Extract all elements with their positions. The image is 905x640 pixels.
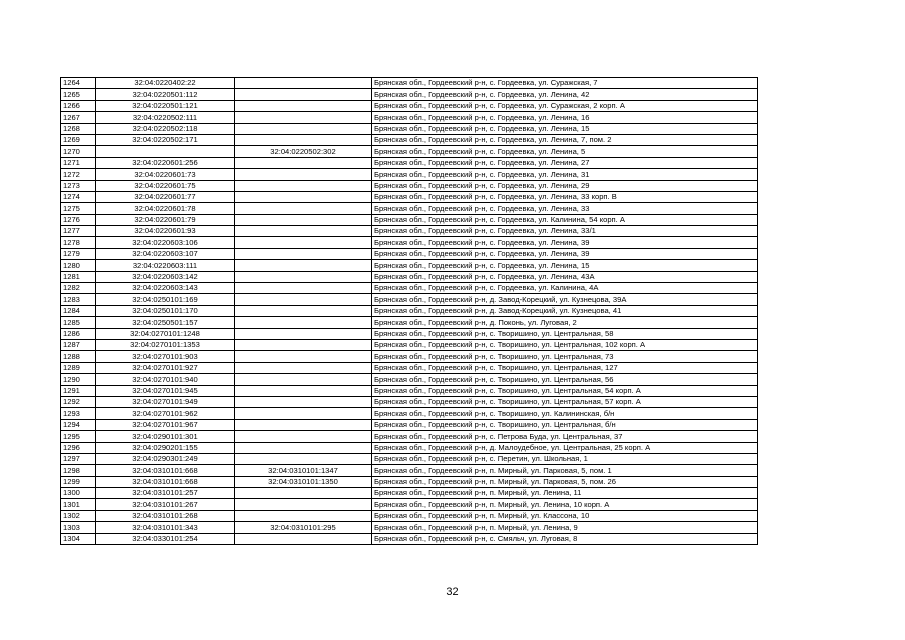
- table-row: [61, 157, 758, 168]
- table-row: [61, 476, 758, 487]
- cadastral-number-cell: 32:04:0310101:668: [96, 465, 235, 476]
- cadastral-number-cell: 32:04:0220601:73: [96, 169, 235, 180]
- cadastral-number-cell: 32:04:0220603:106: [96, 237, 235, 248]
- building-cadastral-number-cell: [235, 442, 372, 453]
- cadastral-number-cell: 32:04:0220601:77: [96, 191, 235, 202]
- address-cell: Брянская обл., Гордеевский р-н, с. Перетин, ул. Школьная, 1: [372, 453, 758, 464]
- row-number-cell: 1283: [61, 294, 96, 305]
- address-cell: Брянская обл., Гордеевский р-н, п. Мирный, ул. Ленина, 9: [372, 522, 758, 533]
- table-row: [61, 488, 758, 499]
- table-row: [61, 237, 758, 248]
- address-cell: Брянская обл., Гордеевский р-н, с. Гордеевка, ул. Ленина, 33: [372, 203, 758, 214]
- building-cadastral-number-cell: [235, 510, 372, 521]
- building-cadastral-number-cell: 32:04:0310101:1350: [235, 476, 372, 487]
- address-cell: Брянская обл., Гордеевский р-н, с. Гордеевка, ул. Ленина, 7, пом. 2: [372, 134, 758, 145]
- address-cell: Брянская обл., Гордеевский р-н, с. Гордеевка, ул. Суражская, 7: [372, 78, 758, 89]
- address-cell: Брянская обл., Гордеевский р-н, с. Гордеевка, ул. Ленина, 39: [372, 248, 758, 259]
- table-row: [61, 499, 758, 510]
- table-row: [61, 214, 758, 225]
- row-number-cell: 1267: [61, 112, 96, 123]
- property-registry-table: [60, 77, 758, 545]
- table-row: [61, 419, 758, 430]
- cadastral-number-cell: 32:04:0290201:155: [96, 442, 235, 453]
- building-cadastral-number-cell: [235, 396, 372, 407]
- building-cadastral-number-cell: [235, 123, 372, 134]
- building-cadastral-number-cell: [235, 112, 372, 123]
- row-number-cell: 1281: [61, 271, 96, 282]
- cadastral-number-cell: 32:04:0270101:940: [96, 374, 235, 385]
- cadastral-number-cell: 32:04:0270101:903: [96, 351, 235, 362]
- cadastral-number-cell: 32:04:0220601:75: [96, 180, 235, 191]
- cadastral-number-cell: 32:04:0220501:121: [96, 100, 235, 111]
- table-row: [61, 260, 758, 271]
- table-row: [61, 328, 758, 339]
- cadastral-number-cell: 32:04:0220603:111: [96, 260, 235, 271]
- building-cadastral-number-cell: [235, 157, 372, 168]
- table-row: [61, 510, 758, 521]
- row-number-cell: 1264: [61, 78, 96, 89]
- address-cell: Брянская обл., Гордеевский р-н, с. Творишино, ул. Центральная, 73: [372, 351, 758, 362]
- address-cell: Брянская обл., Гордеевский р-н, д. Малоудебное, ул. Центральная, 25 корп. А: [372, 442, 758, 453]
- cadastral-number-cell: 32:04:0310101:268: [96, 510, 235, 521]
- cadastral-number-cell: 32:04:0250501:157: [96, 317, 235, 328]
- table-row: [61, 100, 758, 111]
- row-number-cell: 1291: [61, 385, 96, 396]
- address-cell: Брянская обл., Гордеевский р-н, с. Гордеевка, ул. Ленина, 42: [372, 89, 758, 100]
- building-cadastral-number-cell: [235, 89, 372, 100]
- building-cadastral-number-cell: [235, 214, 372, 225]
- address-cell: Брянская обл., Гордеевский р-н, с. Творишино, ул. Центральная, 127: [372, 362, 758, 373]
- building-cadastral-number-cell: [235, 339, 372, 350]
- building-cadastral-number-cell: [235, 385, 372, 396]
- address-cell: Брянская обл., Гордеевский р-н, с. Творишино, ул. Центральная, б/н: [372, 419, 758, 430]
- row-number-cell: 1268: [61, 123, 96, 134]
- address-cell: Брянская обл., Гордеевский р-н, с. Гордеевка, ул. Ленина, 5: [372, 146, 758, 157]
- row-number-cell: 1295: [61, 431, 96, 442]
- table-row: [61, 362, 758, 373]
- address-cell: Брянская обл., Гордеевский р-н, с. Гордеевка, ул. Ленина, 27: [372, 157, 758, 168]
- table-row: [61, 408, 758, 419]
- address-cell: Брянская обл., Гордеевский р-н, п. Мирный, ул. Ленина, 11: [372, 488, 758, 499]
- cadastral-number-cell: 32:04:0270101:962: [96, 408, 235, 419]
- table-row: [61, 146, 758, 157]
- row-number-cell: 1272: [61, 169, 96, 180]
- table-row: [61, 305, 758, 316]
- building-cadastral-number-cell: [235, 237, 372, 248]
- address-cell: Брянская обл., Гордеевский р-н, с. Творишино, ул. Калининская, б/н: [372, 408, 758, 419]
- cadastral-number-cell: 32:04:0220502:111: [96, 112, 235, 123]
- table-row: [61, 180, 758, 191]
- address-cell: Брянская обл., Гордеевский р-н, с. Гордеевка, ул. Ленина, 15: [372, 123, 758, 134]
- row-number-cell: 1292: [61, 396, 96, 407]
- cadastral-number-cell: 32:04:0220601:79: [96, 214, 235, 225]
- building-cadastral-number-cell: [235, 408, 372, 419]
- table-row: [61, 317, 758, 328]
- table-row: [61, 465, 758, 476]
- cadastral-number-cell: 32:04:0220603:143: [96, 283, 235, 294]
- building-cadastral-number-cell: [235, 488, 372, 499]
- building-cadastral-number-cell: [235, 351, 372, 362]
- table-row: [61, 123, 758, 134]
- table-row: [61, 396, 758, 407]
- row-number-cell: 1288: [61, 351, 96, 362]
- table-row: [61, 89, 758, 100]
- row-number-cell: 1304: [61, 533, 96, 544]
- building-cadastral-number-cell: [235, 453, 372, 464]
- row-number-cell: 1269: [61, 134, 96, 145]
- table-row: [61, 339, 758, 350]
- cadastral-number-cell: 32:04:0220601:256: [96, 157, 235, 168]
- cadastral-number-cell: 32:04:0250101:170: [96, 305, 235, 316]
- building-cadastral-number-cell: [235, 271, 372, 282]
- cadastral-number-cell: 32:04:0270101:967: [96, 419, 235, 430]
- table-row: [61, 431, 758, 442]
- table-row: [61, 453, 758, 464]
- address-cell: Брянская обл., Гордеевский р-н, с. Петрова Буда, ул. Центральная, 37: [372, 431, 758, 442]
- address-cell: Брянская обл., Гордеевский р-н, с. Творишино, ул. Центральная, 56: [372, 374, 758, 385]
- address-cell: Брянская обл., Гордеевский р-н, с. Творишино, ул. Центральная, 102 корп. А: [372, 339, 758, 350]
- table-row: [61, 248, 758, 259]
- building-cadastral-number-cell: [235, 328, 372, 339]
- cadastral-number-cell: 32:04:0220402:22: [96, 78, 235, 89]
- address-cell: Брянская обл., Гордеевский р-н, п. Мирный, ул. Ленина, 10 корп. А: [372, 499, 758, 510]
- row-number-cell: 1302: [61, 510, 96, 521]
- cadastral-number-cell: 32:04:0330101:254: [96, 533, 235, 544]
- page-number: 32: [446, 586, 459, 598]
- row-number-cell: 1274: [61, 191, 96, 202]
- row-number-cell: 1277: [61, 226, 96, 237]
- address-cell: Брянская обл., Гордеевский р-н, с. Гордеевка, ул. Ленина, 16: [372, 112, 758, 123]
- row-number-cell: 1285: [61, 317, 96, 328]
- row-number-cell: 1301: [61, 499, 96, 510]
- building-cadastral-number-cell: [235, 317, 372, 328]
- cadastral-number-cell: 32:04:0220502:118: [96, 123, 235, 134]
- row-number-cell: 1294: [61, 419, 96, 430]
- row-number-cell: 1296: [61, 442, 96, 453]
- address-cell: Брянская обл., Гордеевский р-н, д. Завод-Корецкий, ул. Кузнецова, 39А: [372, 294, 758, 305]
- building-cadastral-number-cell: [235, 533, 372, 544]
- registry-table-body: [61, 78, 758, 545]
- building-cadastral-number-cell: 32:04:0310101:1347: [235, 465, 372, 476]
- building-cadastral-number-cell: [235, 226, 372, 237]
- building-cadastral-number-cell: [235, 191, 372, 202]
- building-cadastral-number-cell: [235, 248, 372, 259]
- address-cell: Брянская обл., Гордеевский р-н, д. Завод-Корецкий, ул. Кузнецова, 41: [372, 305, 758, 316]
- cadastral-number-cell: 32:04:0310101:343: [96, 522, 235, 533]
- cadastral-number-cell: 32:04:0270101:949: [96, 396, 235, 407]
- building-cadastral-number-cell: [235, 419, 372, 430]
- table-row: [61, 385, 758, 396]
- cadastral-number-cell: 32:04:0290101:301: [96, 431, 235, 442]
- address-cell: Брянская обл., Гордеевский р-н, с. Гордеевка, ул. Ленина, 43А: [372, 271, 758, 282]
- cadastral-number-cell: 32:04:0290301:249: [96, 453, 235, 464]
- row-number-cell: 1266: [61, 100, 96, 111]
- row-number-cell: 1273: [61, 180, 96, 191]
- cadastral-number-cell: 32:04:0270101:927: [96, 362, 235, 373]
- address-cell: Брянская обл., Гордеевский р-н, с. Смяльч, ул. Луговая, 8: [372, 533, 758, 544]
- cadastral-number-cell: 32:04:0220603:142: [96, 271, 235, 282]
- address-cell: Брянская обл., Гордеевский р-н, д. Поконь, ул. Луговая, 2: [372, 317, 758, 328]
- row-number-cell: 1265: [61, 89, 96, 100]
- table-row: [61, 442, 758, 453]
- address-cell: Брянская обл., Гордеевский р-н, с. Творишино, ул. Центральная, 54 корп. А: [372, 385, 758, 396]
- row-number-cell: 1286: [61, 328, 96, 339]
- building-cadastral-number-cell: [235, 362, 372, 373]
- row-number-cell: 1271: [61, 157, 96, 168]
- row-number-cell: 1282: [61, 283, 96, 294]
- row-number-cell: 1299: [61, 476, 96, 487]
- address-cell: Брянская обл., Гордеевский р-н, с. Гордеевка, ул. Ленина, 39: [372, 237, 758, 248]
- row-number-cell: 1278: [61, 237, 96, 248]
- table-row: [61, 134, 758, 145]
- row-number-cell: 1303: [61, 522, 96, 533]
- table-row: [61, 294, 758, 305]
- cadastral-number-cell: 32:04:0270101:1248: [96, 328, 235, 339]
- table-row: [61, 271, 758, 282]
- row-number-cell: 1298: [61, 465, 96, 476]
- address-cell: Брянская обл., Гордеевский р-н, с. Гордеевка, ул. Ленина, 33 корп. В: [372, 191, 758, 202]
- building-cadastral-number-cell: [235, 203, 372, 214]
- row-number-cell: 1287: [61, 339, 96, 350]
- building-cadastral-number-cell: [235, 305, 372, 316]
- cadastral-number-cell: 32:04:0270101:945: [96, 385, 235, 396]
- row-number-cell: 1300: [61, 488, 96, 499]
- address-cell: Брянская обл., Гордеевский р-н, с. Гордеевка, ул. Суражская, 2 корп. А: [372, 100, 758, 111]
- building-cadastral-number-cell: [235, 169, 372, 180]
- cadastral-number-cell: 32:04:0220501:112: [96, 89, 235, 100]
- table-row: [61, 112, 758, 123]
- building-cadastral-number-cell: [235, 78, 372, 89]
- cadastral-number-cell: 32:04:0220603:107: [96, 248, 235, 259]
- building-cadastral-number-cell: [235, 180, 372, 191]
- table-row: [61, 351, 758, 362]
- building-cadastral-number-cell: [235, 294, 372, 305]
- cadastral-number-cell: 32:04:0250101:169: [96, 294, 235, 305]
- address-cell: Брянская обл., Гордеевский р-н, с. Гордеевка, ул. Калинина, 54 корп. А: [372, 214, 758, 225]
- address-cell: Брянская обл., Гордеевский р-н, с. Гордеевка, ул. Калинина, 4А: [372, 283, 758, 294]
- table-row: [61, 374, 758, 385]
- row-number-cell: 1280: [61, 260, 96, 271]
- table-row: [61, 78, 758, 89]
- cadastral-number-cell: [96, 146, 235, 157]
- cadastral-number-cell: 32:04:0310101:267: [96, 499, 235, 510]
- row-number-cell: 1279: [61, 248, 96, 259]
- row-number-cell: 1297: [61, 453, 96, 464]
- cadastral-number-cell: 32:04:0310101:257: [96, 488, 235, 499]
- table-row: [61, 522, 758, 533]
- address-cell: Брянская обл., Гордеевский р-н, с. Гордеевка, ул. Ленина, 29: [372, 180, 758, 191]
- address-cell: Брянская обл., Гордеевский р-н, с. Гордеевка, ул. Ленина, 31: [372, 169, 758, 180]
- building-cadastral-number-cell: 32:04:0310101:295: [235, 522, 372, 533]
- building-cadastral-number-cell: [235, 283, 372, 294]
- address-cell: Брянская обл., Гордеевский р-н, п. Мирный, ул. Парковая, 5, пом. 26: [372, 476, 758, 487]
- cadastral-number-cell: 32:04:0220502:171: [96, 134, 235, 145]
- address-cell: Брянская обл., Гордеевский р-н, с. Гордеевка, ул. Ленина, 15: [372, 260, 758, 271]
- building-cadastral-number-cell: [235, 100, 372, 111]
- table-row: [61, 533, 758, 544]
- row-number-cell: 1270: [61, 146, 96, 157]
- building-cadastral-number-cell: [235, 134, 372, 145]
- row-number-cell: 1293: [61, 408, 96, 419]
- address-cell: Брянская обл., Гордеевский р-н, с. Творишино, ул. Центральная, 58: [372, 328, 758, 339]
- address-cell: Брянская обл., Гордеевский р-н, п. Мирный, ул. Парковая, 5, пом. 1: [372, 465, 758, 476]
- table-row: [61, 226, 758, 237]
- cadastral-number-cell: 32:04:0220601:93: [96, 226, 235, 237]
- row-number-cell: 1290: [61, 374, 96, 385]
- address-cell: Брянская обл., Гордеевский р-н, с. Гордеевка, ул. Ленина, 33/1: [372, 226, 758, 237]
- table-row: [61, 203, 758, 214]
- row-number-cell: 1276: [61, 214, 96, 225]
- row-number-cell: 1275: [61, 203, 96, 214]
- cadastral-number-cell: 32:04:0310101:668: [96, 476, 235, 487]
- building-cadastral-number-cell: [235, 260, 372, 271]
- table-row: [61, 169, 758, 180]
- building-cadastral-number-cell: [235, 431, 372, 442]
- building-cadastral-number-cell: [235, 374, 372, 385]
- address-cell: Брянская обл., Гордеевский р-н, с. Творишино, ул. Центральная, 57 корп. А: [372, 396, 758, 407]
- table-row: [61, 191, 758, 202]
- row-number-cell: 1289: [61, 362, 96, 373]
- cadastral-number-cell: 32:04:0270101:1353: [96, 339, 235, 350]
- building-cadastral-number-cell: 32:04:0220502:302: [235, 146, 372, 157]
- cadastral-number-cell: 32:04:0220601:78: [96, 203, 235, 214]
- address-cell: Брянская обл., Гордеевский р-н, п. Мирный, ул. Классона, 10: [372, 510, 758, 521]
- building-cadastral-number-cell: [235, 499, 372, 510]
- row-number-cell: 1284: [61, 305, 96, 316]
- table-row: [61, 283, 758, 294]
